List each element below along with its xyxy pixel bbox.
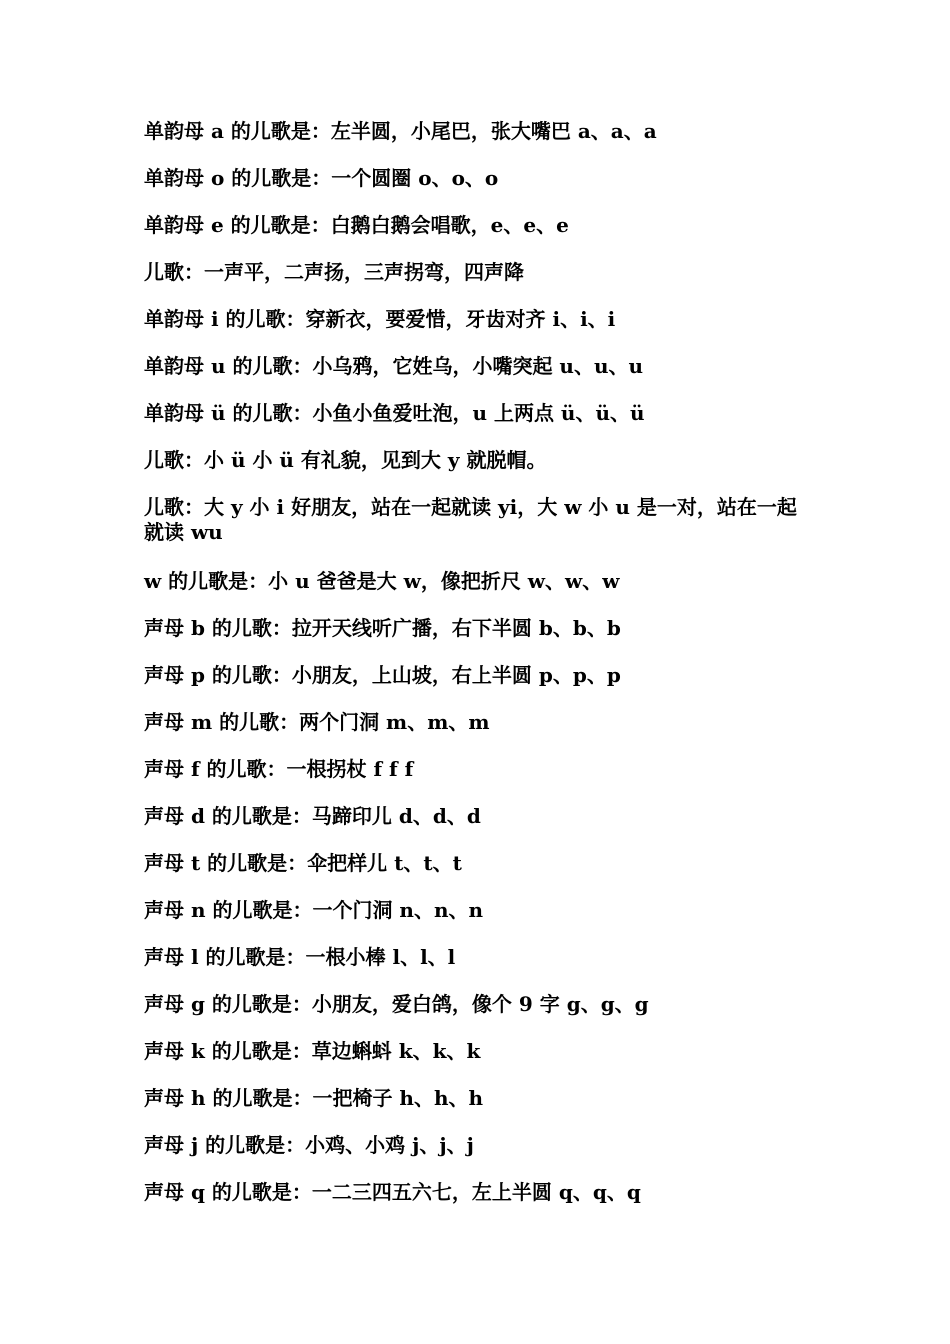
text-line: 声母 j 的儿歌是：小鸡、小鸡 j、j、j xyxy=(144,1133,474,1157)
text-line: 声母 g 的儿歌是：小朋友，爱白鸽，像个 9 字 g、g、g xyxy=(144,992,649,1016)
text-line: 儿歌：小 ü 小 ü 有礼貌，见到大 y 就脱帽。 xyxy=(144,448,547,472)
text-line: 单韵母 u 的儿歌：小乌鸦，它姓乌，小嘴突起 u、u、u xyxy=(144,354,644,378)
text-line: 单韵母 ü 的儿歌：小鱼小鱼爱吐泡，u 上两点 ü、ü、ü xyxy=(144,401,645,425)
text-line: 单韵母 e 的儿歌是：白鹅白鹅会唱歌，e、e、e xyxy=(144,213,569,237)
text-line: 声母 l 的儿歌是：一根小棒 l、l、l xyxy=(144,945,456,969)
text-line: 声母 k 的儿歌是：草边蝌蚪 k、k、k xyxy=(144,1039,481,1063)
text-line: 声母 d 的儿歌是：马蹄印儿 d、d、d xyxy=(144,804,481,828)
text-line: 儿歌：大 y 小 i 好朋友，站在一起就读 yi，大 w 小 u 是一对，站在一起就读 wu xyxy=(144,495,797,544)
text-line: 声母 b 的儿歌：拉开天线听广播，右下半圆 b、b、b xyxy=(144,616,621,640)
text-line: 声母 f 的儿歌：一根拐杖 f f f xyxy=(144,757,414,781)
text-line: 声母 h 的儿歌是：一把椅子 h、h、h xyxy=(144,1086,484,1110)
text-line: 声母 q 的儿歌是：一二三四五六七，左上半圆 q、q、q xyxy=(144,1180,641,1204)
text-line: 单韵母 o 的儿歌是：一个圆圈 o、o、o xyxy=(144,166,499,190)
document-body xyxy=(144,119,812,1227)
text-line: 单韵母 a 的儿歌是：左半圆，小尾巴，张大嘴巴 a、a、a xyxy=(144,119,657,143)
text-line: 声母 p 的儿歌：小朋友，上山坡，右上半圆 p、p、p xyxy=(144,663,621,687)
text-line: 儿歌：一声平，二声扬，三声拐弯，四声降 xyxy=(144,260,524,284)
text-line: 单韵母 i 的儿歌：穿新衣，要爱惜，牙齿对齐 i、i、i xyxy=(144,307,616,331)
text-line: 声母 n 的儿歌是：一个门洞 n、n、n xyxy=(144,898,484,922)
text-line: w 的儿歌是：小 u 爸爸是大 w，像把折尺 w、w、w xyxy=(144,569,620,593)
text-line: 声母 m 的儿歌：两个门洞 m、m、m xyxy=(144,710,490,734)
text-line: 声母 t 的儿歌是：伞把样儿 t、t、t xyxy=(144,851,462,875)
